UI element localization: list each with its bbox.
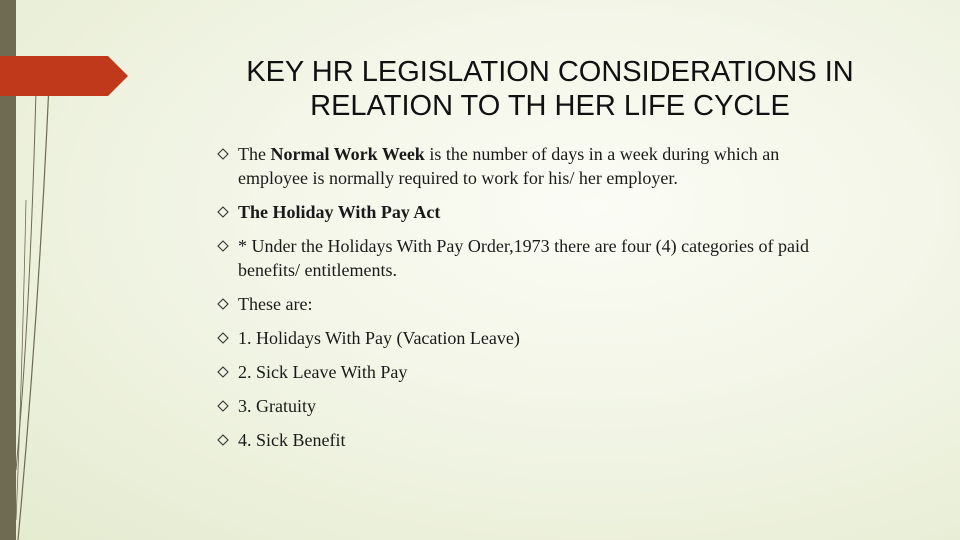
bullet-spacer bbox=[214, 350, 914, 360]
bullet-text: 1. Holidays With Pay (Vacation Leave) bbox=[238, 328, 520, 348]
bullet-spacer bbox=[214, 190, 914, 200]
bullet-sick-leave bbox=[214, 360, 914, 384]
diamond-outline-icon bbox=[217, 332, 229, 344]
bullet-text: 3. Gratuity bbox=[238, 396, 316, 416]
bullet-spacer bbox=[214, 282, 914, 292]
accent-tab bbox=[0, 56, 128, 96]
bullet-text: 2. Sick Leave With Pay bbox=[238, 362, 408, 382]
title-line-1: KEY HR LEGISLATION CONSIDERATIONS IN bbox=[246, 56, 854, 88]
diamond-outline-icon bbox=[217, 400, 229, 412]
bullet-holiday-with-pay-act bbox=[214, 200, 914, 224]
bullet-text: These are: bbox=[238, 294, 313, 314]
diamond-outline-icon bbox=[217, 148, 229, 160]
bullet-text-post: is the number of days in a week during which an bbox=[424, 144, 780, 164]
bullet-text-line2: employee is normally required to work for his/ her employer. bbox=[238, 168, 678, 188]
bullet-text-bold: The Holiday With Pay Act bbox=[238, 202, 441, 222]
bullet-text: 4. Sick Benefit bbox=[238, 430, 346, 450]
title-line-2: RELATION TO TH HER LIFE CYCLE bbox=[310, 90, 790, 122]
bullet-text-line2: benefits/ entitlements. bbox=[238, 260, 397, 280]
diamond-outline-icon bbox=[217, 366, 229, 378]
slide-title bbox=[200, 55, 900, 123]
bullet-text-line1: * Under the Holidays With Pay Order,1973 there are four (4) categories of paid bbox=[238, 236, 810, 256]
bullet-sick-benefit bbox=[214, 428, 914, 452]
bullet-spacer bbox=[214, 224, 914, 234]
bullet-holidays-with-pay bbox=[214, 326, 914, 350]
diamond-outline-icon bbox=[217, 434, 229, 446]
bullet-normal-work-week bbox=[214, 142, 914, 190]
bullet-list bbox=[214, 142, 914, 452]
bullet-text-pre: The bbox=[238, 144, 271, 164]
bullet-spacer bbox=[214, 316, 914, 326]
diamond-outline-icon bbox=[217, 206, 229, 218]
diamond-outline-icon bbox=[217, 240, 229, 252]
bullet-spacer bbox=[214, 418, 914, 428]
bullet-spacer bbox=[214, 384, 914, 394]
bullet-text-bold: Normal Work Week bbox=[270, 144, 425, 164]
diamond-outline-icon bbox=[217, 298, 229, 310]
bullet-gratuity bbox=[214, 394, 914, 418]
bullet-holidays-order bbox=[214, 234, 914, 282]
bullet-these-are bbox=[214, 292, 914, 316]
